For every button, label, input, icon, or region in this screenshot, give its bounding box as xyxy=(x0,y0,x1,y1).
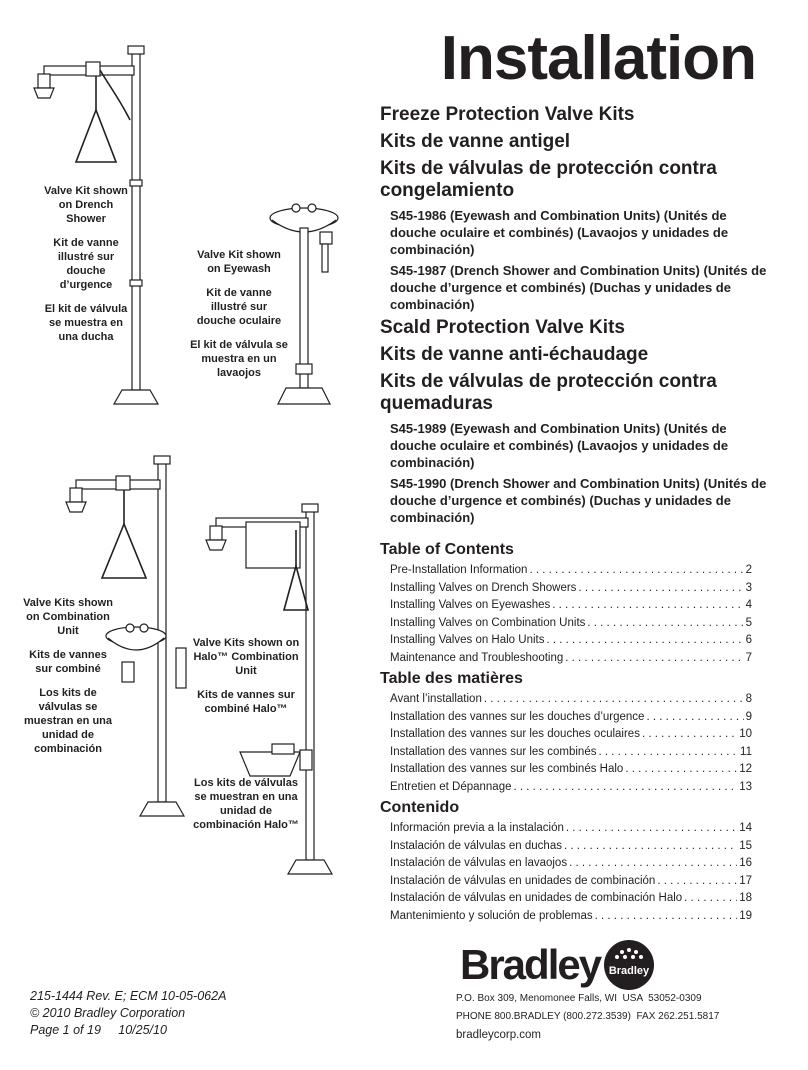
eyewash-illustration xyxy=(264,184,344,412)
doc-revision: 215-1444 Rev. E; ECM 10-05-062A xyxy=(30,989,227,1003)
toc-leader-dots xyxy=(587,615,743,633)
toc-leader-dots xyxy=(595,908,738,926)
toc-leader-dots xyxy=(569,855,737,873)
toc-entry-page: 15 xyxy=(739,839,752,852)
toc-entry[interactable] xyxy=(390,761,752,779)
toc-title-en: Table of Contents xyxy=(380,541,514,558)
caption-combination: Valve Kits shown on Combination Unit Kits de vannes sur combiné Los kits de válvulas se muestran en una unidad de combinación xyxy=(23,597,113,755)
toc-entry-label: Información previa a la instalación xyxy=(390,822,564,834)
toc-entry-page: 5 xyxy=(745,616,752,629)
toc-entry-label: Installation des vannes sur les combinés xyxy=(390,745,597,758)
toc-entry[interactable] xyxy=(390,615,752,633)
model-s45-1990: S45-1990 (Drench Shower and Combination Units) (Unités de douche d’urgence et combinés) (Duchas y unidades de combinación) xyxy=(390,476,767,525)
toc-entry-label: Maintenance and Troubleshooting xyxy=(390,651,564,664)
toc-entry-label: Entretien et Dépannage xyxy=(390,780,512,793)
toc-entry-label: Mantenimiento y solución de problemas xyxy=(390,909,593,922)
toc-entry-label: Installation des vannes sur les combinés Halo xyxy=(390,763,624,775)
toc-entry[interactable] xyxy=(390,726,752,744)
caption-drench: Valve Kit shown on Drench Shower Kit de vanne illustré sur douche d’urgence El kit de válvula se muestra en una ducha xyxy=(44,185,128,343)
toc-entry[interactable] xyxy=(390,562,752,580)
toc-leader-dots xyxy=(642,726,737,744)
toc-es xyxy=(390,820,752,925)
toc-entry[interactable] xyxy=(390,908,752,926)
toc-leader-dots xyxy=(484,691,744,709)
toc-leader-dots xyxy=(552,597,743,615)
toc-entry[interactable] xyxy=(390,632,752,650)
combination-unit-illustration xyxy=(64,452,194,822)
toc-entry-page: 6 xyxy=(745,634,752,646)
model-s45-1986: S45-1986 (Eyewash and Combination Units) (Unités de douche oculaire et combinés) (Lavaojos y unidades de combinación) xyxy=(390,208,729,257)
toc-leader-dots xyxy=(565,650,743,668)
heading-scald-es: Kits de válvulas de protección contra quemaduras xyxy=(380,371,717,414)
toc-entry[interactable] xyxy=(390,744,752,762)
toc-leader-dots xyxy=(513,779,737,797)
heading-freeze-en: Freeze Protection Valve Kits xyxy=(380,104,635,125)
toc-entry-page: 8 xyxy=(745,693,752,705)
toc-entry[interactable] xyxy=(390,650,752,668)
heading-scald-fr: Kits de vanne anti-échaudage xyxy=(380,344,649,365)
model-s45-1989: S45-1989 (Eyewash and Combination Units) (Unités de douche oculaire et combinés) (Lavaojos y unidades de combinación) xyxy=(390,421,729,470)
page-title: Installation xyxy=(440,24,756,93)
toc-entry-label: Pre-Installation Information xyxy=(390,564,528,576)
toc-entry-label: Avant l’installation xyxy=(390,693,482,705)
toc-entry-page: 12 xyxy=(739,763,752,775)
toc-leader-dots xyxy=(646,709,743,727)
toc-entry-page: 3 xyxy=(745,581,752,594)
toc-leader-dots xyxy=(546,632,743,650)
toc-entry[interactable] xyxy=(390,580,752,598)
copyright: © 2010 Bradley Corporation xyxy=(30,1006,186,1020)
toc-entry-label: Installing Valves on Halo Units xyxy=(390,634,545,646)
toc-entry-page: 14 xyxy=(739,822,752,834)
toc-entry-page: 19 xyxy=(739,909,752,922)
toc-entry-label: Instalación de válvulas en unidades de combinación Halo xyxy=(390,892,683,904)
drench-shower-illustration xyxy=(30,40,170,412)
toc-entry-label: Instalación de válvulas en duchas xyxy=(390,839,562,852)
toc-title-es: Contenido xyxy=(380,799,460,816)
footer-contact xyxy=(456,990,719,1044)
toc-entry-label: Instalación de válvulas en lavaojos xyxy=(390,857,568,869)
model-s45-1987: S45-1987 (Drench Shower and Combination Units) (Unités de douche d’urgence et combinés) (Duchas y unidades de combinación) xyxy=(390,263,767,312)
toc-entry-page: 16 xyxy=(739,857,752,869)
logo-wordmark: Bradley xyxy=(460,941,601,988)
toc-entry[interactable] xyxy=(390,709,752,727)
toc-entry-label: Installation des vannes sur les douches d’urgence xyxy=(390,710,645,723)
heading-freeze-es: Kits de válvulas de protección contra congelamiento xyxy=(380,158,717,201)
bradley-logo xyxy=(460,938,656,992)
phone-fax: PHONE 800.BRADLEY (800.272.3539) FAX 262.251.5817 xyxy=(456,1011,720,1022)
toc-entry[interactable] xyxy=(390,691,752,709)
toc-entry-label: Installation des vannes sur les douches oculaires xyxy=(390,728,640,740)
heading-freeze-fr: Kits de vanne antigel xyxy=(380,131,571,152)
heading-scald-en: Scald Protection Valve Kits xyxy=(380,317,625,338)
toc-entry-page: 17 xyxy=(739,874,752,887)
toc-entry-page: 13 xyxy=(739,780,752,793)
toc-entry-page: 4 xyxy=(745,599,752,611)
footer-doc-info xyxy=(30,988,226,1039)
right-column xyxy=(380,104,770,927)
toc-leader-dots xyxy=(566,820,737,838)
caption-eyewash: Valve Kit shown on Eyewash Kit de vanne illustré sur douche oculaire El kit de válvula se muestra en un lavaojos xyxy=(190,249,288,379)
toc-entry-label: Installing Valves on Combination Units xyxy=(390,616,586,629)
toc-leader-dots xyxy=(578,580,743,598)
toc-entry-label: Installing Valves on Drench Showers xyxy=(390,581,577,594)
halo-unit-illustration xyxy=(200,500,340,880)
toc-entry-page: 18 xyxy=(739,892,752,904)
page-info: Page 1 of 19 10/25/10 xyxy=(30,1023,167,1037)
toc-fr xyxy=(390,691,752,796)
toc-entry-page: 2 xyxy=(745,564,752,576)
toc-entry[interactable] xyxy=(390,779,752,797)
toc-entry[interactable] xyxy=(390,873,752,891)
website-link[interactable]: bradleycorp.com xyxy=(456,1029,542,1041)
toc-entry[interactable] xyxy=(390,820,752,838)
toc-entry[interactable] xyxy=(390,890,752,908)
toc-entry[interactable] xyxy=(390,597,752,615)
toc-entry-page: 7 xyxy=(745,651,752,664)
logo-seal-icon xyxy=(602,938,656,992)
caption-halo: Valve Kits shown on Halo™ Combination Unit Kits de vannes sur combiné Halo™ Los kits de válvulas se muestran en una unidad de combinación Halo™ xyxy=(192,637,300,831)
address: P.O. Box 309, Menomonee Falls, WI USA 53052-0309 xyxy=(456,993,702,1004)
toc-entry[interactable] xyxy=(390,855,752,873)
toc-leader-dots xyxy=(657,873,737,891)
toc-entry-label: Installing Valves on Eyewashes xyxy=(390,599,551,611)
svg-text:Bradley: Bradley xyxy=(608,965,650,977)
toc-leader-dots xyxy=(684,890,737,908)
toc-leader-dots xyxy=(529,562,743,580)
toc-entry-label: Instalación de válvulas en unidades de combinación xyxy=(390,874,656,887)
toc-title-fr: Table des matières xyxy=(380,670,523,687)
toc-leader-dots xyxy=(598,744,738,762)
toc-entry-page: 11 xyxy=(740,745,752,758)
toc-entry-page: 9 xyxy=(745,710,752,723)
toc-leader-dots xyxy=(625,761,737,779)
toc-leader-dots xyxy=(564,838,737,856)
toc-entry-page: 10 xyxy=(739,728,752,740)
toc-en xyxy=(390,562,752,667)
toc-entry[interactable] xyxy=(390,838,752,856)
